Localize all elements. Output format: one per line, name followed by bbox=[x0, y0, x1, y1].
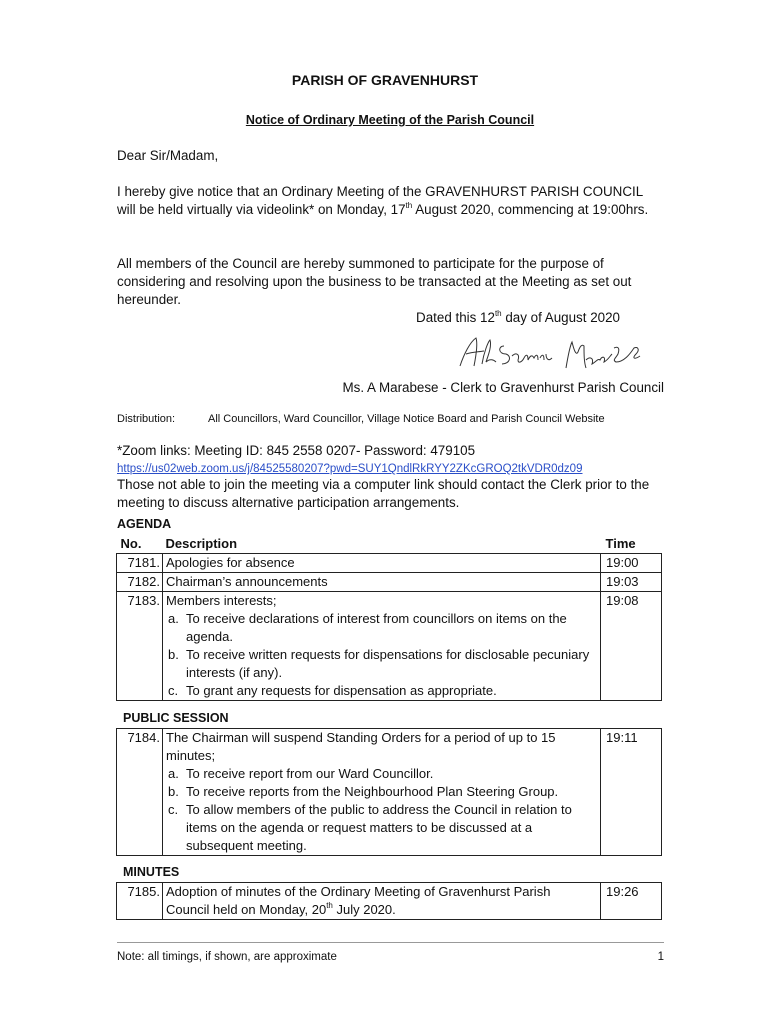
item-description: Apologies for absence bbox=[163, 554, 601, 573]
table-row bbox=[117, 883, 662, 920]
dated-text: Dated this 12 bbox=[416, 310, 495, 325]
zoom-note: Those not able to join the meeting via a computer link should contact the Clerk prior to the meeting to discuss alternative participation arrangements. bbox=[117, 477, 650, 510]
sub-item-label: a. bbox=[168, 611, 179, 626]
dated-ordinal: th bbox=[494, 308, 502, 318]
list-item bbox=[166, 610, 597, 646]
column-header-time: Time bbox=[605, 536, 636, 551]
notice-ordinal: th bbox=[405, 200, 413, 210]
agenda-heading: AGENDA bbox=[117, 517, 172, 531]
list-item bbox=[166, 765, 597, 783]
item-time: 19:00 bbox=[601, 554, 662, 573]
item-description-block bbox=[163, 592, 601, 701]
minutes-heading: MINUTES bbox=[123, 865, 180, 879]
sub-item-list bbox=[166, 610, 597, 700]
public-session-table bbox=[116, 728, 662, 856]
minutes-table bbox=[116, 882, 662, 920]
footer-divider bbox=[117, 942, 664, 943]
distribution-label: Distribution: bbox=[117, 413, 176, 425]
summons-paragraph: All members of the Council are hereby summoned to participate for the purpose of considering and resolving upon the business to be transacted at the Meeting as set out hereunder. bbox=[117, 256, 632, 307]
minutes-text: Adoption of minutes of the Ordinary Meeting of Gravenhurst Parish Council held on Monday, 20 bbox=[166, 884, 551, 917]
minutes-text-end: July 2020. bbox=[332, 902, 396, 917]
item-number: 7182. bbox=[117, 573, 163, 592]
sub-item-label: c. bbox=[168, 802, 179, 817]
public-session-heading: PUBLIC SESSION bbox=[123, 711, 229, 725]
minutes-ordinal: th bbox=[326, 900, 333, 910]
list-item bbox=[166, 646, 597, 682]
agenda-table-header bbox=[117, 535, 662, 554]
sub-item-label: b. bbox=[168, 647, 179, 662]
footer-note: Note: all timings, if shown, are approximate bbox=[117, 951, 337, 963]
item-time: 19:03 bbox=[601, 573, 662, 592]
sub-item-text: To allow members of the public to address the Council in relation to items on the agenda or request matters to be discussed at a subsequent meeting. bbox=[186, 802, 572, 853]
document-title: PARISH OF GRAVENHURST bbox=[291, 72, 479, 88]
zoom-meeting-link[interactable]: https://us02web.zoom.us/j/84525580207?pwd=SUY1QndlRkRYY2ZKcGROQ2tkVDR0dz09 bbox=[117, 463, 583, 475]
item-description bbox=[163, 883, 601, 920]
item-number: 7184. bbox=[117, 729, 163, 856]
clerk-name: Ms. A Marabese - Clerk to Gravenhurst Parish Council bbox=[342, 380, 664, 395]
sub-item-text: To grant any requests for dispensation as appropriate. bbox=[186, 683, 497, 698]
table-row bbox=[117, 554, 662, 573]
column-header-description: Description bbox=[165, 536, 238, 551]
table-row bbox=[117, 729, 662, 856]
item-number: 7183. bbox=[117, 592, 163, 701]
item-description: Chairman’s announcements bbox=[163, 573, 601, 592]
item-number: 7181. bbox=[117, 554, 163, 573]
list-item bbox=[166, 783, 597, 801]
agenda-table bbox=[116, 535, 662, 701]
sub-item-text: To receive report from our Ward Councillor. bbox=[186, 766, 434, 781]
sub-item-label: a. bbox=[168, 766, 179, 781]
dated-text-end: day of August 2020 bbox=[501, 310, 620, 325]
document-subtitle: Notice of Ordinary Meeting of the Parish Council bbox=[245, 113, 535, 127]
notice-text-end: August 2020, commencing at 19:00hrs. bbox=[412, 202, 649, 217]
item-time: 19:08 bbox=[601, 592, 662, 701]
list-item bbox=[166, 801, 597, 855]
dated-line bbox=[300, 309, 620, 327]
sub-item-text: To receive declarations of interest from councillors on items on the agenda. bbox=[186, 611, 567, 644]
sub-item-label: b. bbox=[168, 784, 179, 799]
greeting: Dear Sir/Madam, bbox=[117, 148, 219, 163]
item-description: Members interests; bbox=[166, 593, 277, 608]
sub-item-text: To receive written requests for dispensations for disclosable pecuniary interests (if any). bbox=[186, 647, 590, 680]
table-row bbox=[117, 573, 662, 592]
item-description: The Chairman will suspend Standing Orders for a period of up to 15 minutes; bbox=[166, 730, 556, 763]
item-time: 19:26 bbox=[601, 883, 662, 920]
item-time: 19:11 bbox=[601, 729, 662, 856]
item-description-block bbox=[163, 729, 601, 856]
clerk-signature bbox=[448, 332, 648, 374]
column-header-no: No. bbox=[120, 536, 142, 551]
page-number: 1 bbox=[657, 951, 664, 963]
item-number: 7185. bbox=[117, 883, 163, 920]
table-row bbox=[117, 592, 662, 701]
notice-paragraph bbox=[117, 183, 662, 219]
sub-item-list bbox=[166, 765, 597, 855]
zoom-info: *Zoom links: Meeting ID: 845 2558 0207- Password: 479105 bbox=[117, 443, 476, 458]
sub-item-text: To receive reports from the Neighbourhood Plan Steering Group. bbox=[186, 784, 559, 799]
list-item bbox=[166, 682, 597, 700]
sub-item-label: c. bbox=[168, 683, 179, 698]
notice-text: I hereby give notice that an Ordinary Meeting of the GRAVENHURST PARISH COUNCIL will be held virtually via videolink* on Monday, 17 bbox=[117, 184, 643, 217]
distribution-list: All Councillors, Ward Councillor, Village Notice Board and Parish Council Website bbox=[208, 413, 605, 425]
